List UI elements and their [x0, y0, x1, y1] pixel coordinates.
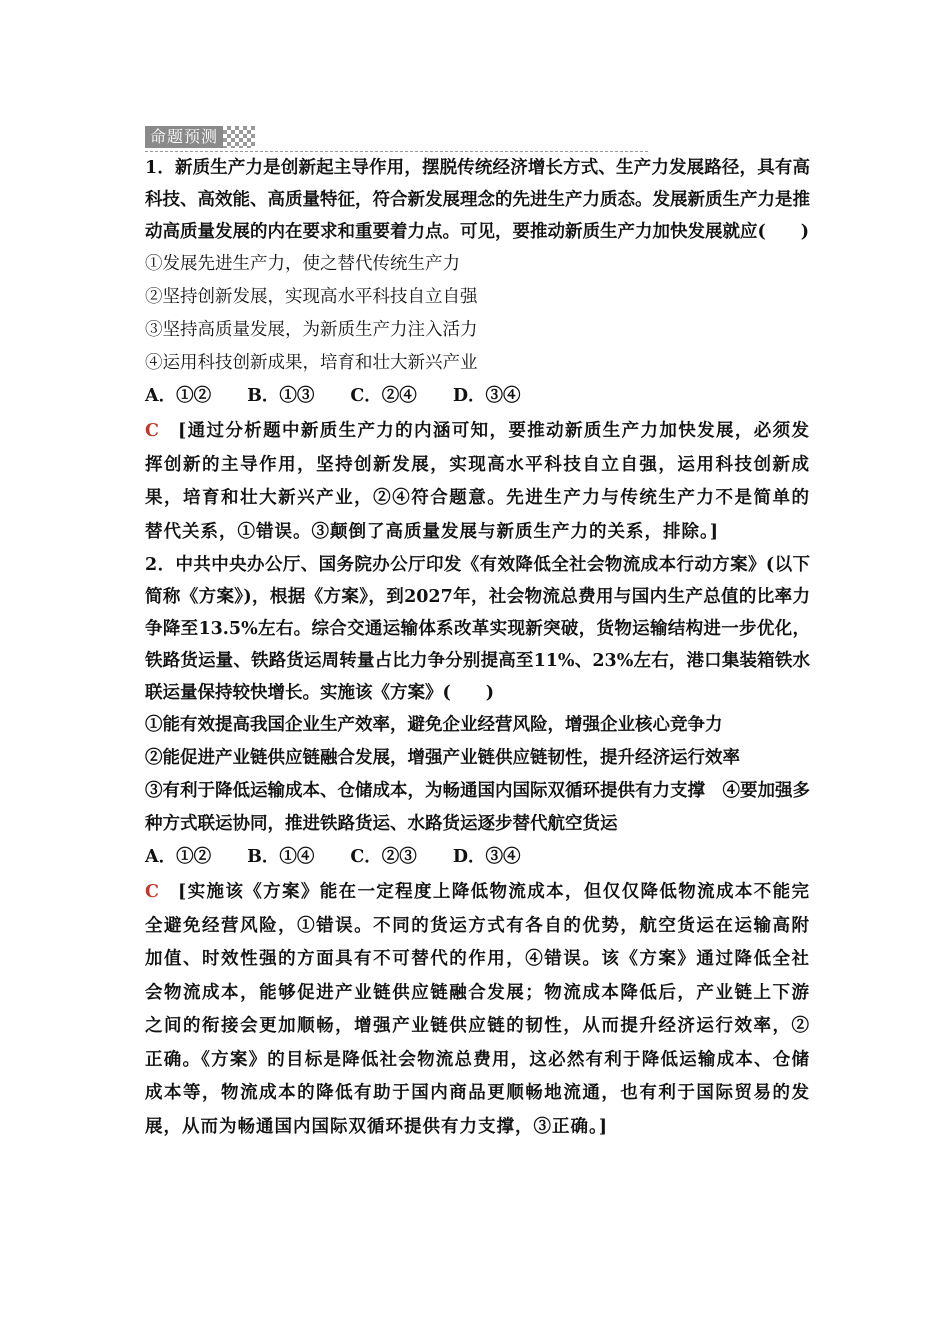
question-stem: 2．中共中央办公厅、国务院办公厅印发《有效降低全社会物流成本行动方案》(以下简称《方案》)，根据《方案》，到2027年，社会物流总费用与国内生产总值的比率力争降至13.5%左右。综合交通运输体系改革实现新突破，货物运输结构进一步优化，铁路货运量、铁路货运周转量占比力争分别提高至11%、23%左右，港口集装箱铁水联运量保持较快增长。实施该《方案》( ) [145, 555, 810, 703]
choice-d: D．③④ [452, 386, 521, 406]
answer-key: C [145, 882, 160, 902]
document-page [145, 124, 810, 1144]
question-1 [145, 152, 810, 413]
choice-c: C．②④ [350, 386, 417, 406]
question-2 [145, 549, 810, 874]
answer-explanation-2 [145, 876, 810, 1144]
checker-pattern-icon [223, 126, 255, 148]
statement-option: ②能促进产业链供应链融合发展，增强产业链供应链韧性，提升经济运行效率 [145, 748, 740, 768]
statement-option: ③有利于降低运输成本、仓储成本，为畅通国内国际双循环提供有力支撑 ④要加强多种方式联运协同，推进铁路货运、水路货运逐步替代航空货运 [145, 781, 810, 834]
statement-option: ①发展先进生产力，使之替代传统生产力 [145, 254, 460, 274]
choice-list [145, 841, 810, 874]
explanation-text: [实施该《方案》能在一定程度上降低物流成本，但仅仅降低物流成本不能完全避免经营风险，①错误。不同的货运方式有各自的优势，航空货运在运输高附加值、时效性强的方面具有不可替代的作用，④错误。该《方案》通过降低全社会物流成本，能够促进产业链供应链融合发展；物流成本降低后，产业链上下游之间的衔接会更加顺畅，增强产业链供应链的韧性，从而提升经济运行效率，②正确。《方案》的目标是降低社会物流总费用，这必然有利于降低运输成本、仓储成本等，物流成本的降低有助于国内商品更顺畅地流通，也有利于国际贸易的发展，从而为畅通国内国际双循环提供有力支撑，③正确。] [145, 882, 810, 1137]
answer-key: C [145, 421, 160, 441]
choice-list [145, 380, 810, 413]
answer-explanation-1 [145, 415, 810, 549]
choice-b: B．①③ [247, 386, 315, 406]
choice-a: A．①② [145, 847, 212, 867]
statement-option: ①能有效提高我国企业生产效率，避免企业经营风险，增强企业核心竞争力 [145, 715, 723, 735]
choice-a: A．①② [145, 386, 212, 406]
choice-d: D．③④ [452, 847, 521, 867]
statement-option: ④运用科技创新成果，培育和壮大新兴产业 [145, 353, 478, 373]
choice-c: C．②③ [350, 847, 417, 867]
choice-b: B．①④ [247, 847, 315, 867]
header-divider [145, 151, 648, 152]
explanation-text: [通过分析题中新质生产力的内涵可知，要推动新质生产力加快发展，必须发挥创新的主导作用，坚持创新发展，实现高水平科技自立自强，运用科技创新成果，培育和壮大新兴产业，②④符合题意。先进生产力与传统生产力不是简单的替代关系，①错误。③颠倒了高质量发展与新质生产力的关系，排除。] [145, 421, 810, 542]
statement-option: ②坚持创新发展，实现高水平科技自立自强 [145, 287, 478, 307]
statement-option: ③坚持高质量发展，为新质生产力注入活力 [145, 320, 478, 340]
question-stem: 1．新质生产力是创新起主导作用，摆脱传统经济增长方式、生产力发展路径，具有高科技、高效能、高质量特征，符合新发展理念的先进生产力质态。发展新质生产力是推动高质量发展的内在要求和重要着力点。可见，要推动新质生产力加快发展就应( ) [145, 158, 810, 242]
section-title: 命题预测 [145, 126, 223, 148]
section-header [145, 124, 810, 152]
